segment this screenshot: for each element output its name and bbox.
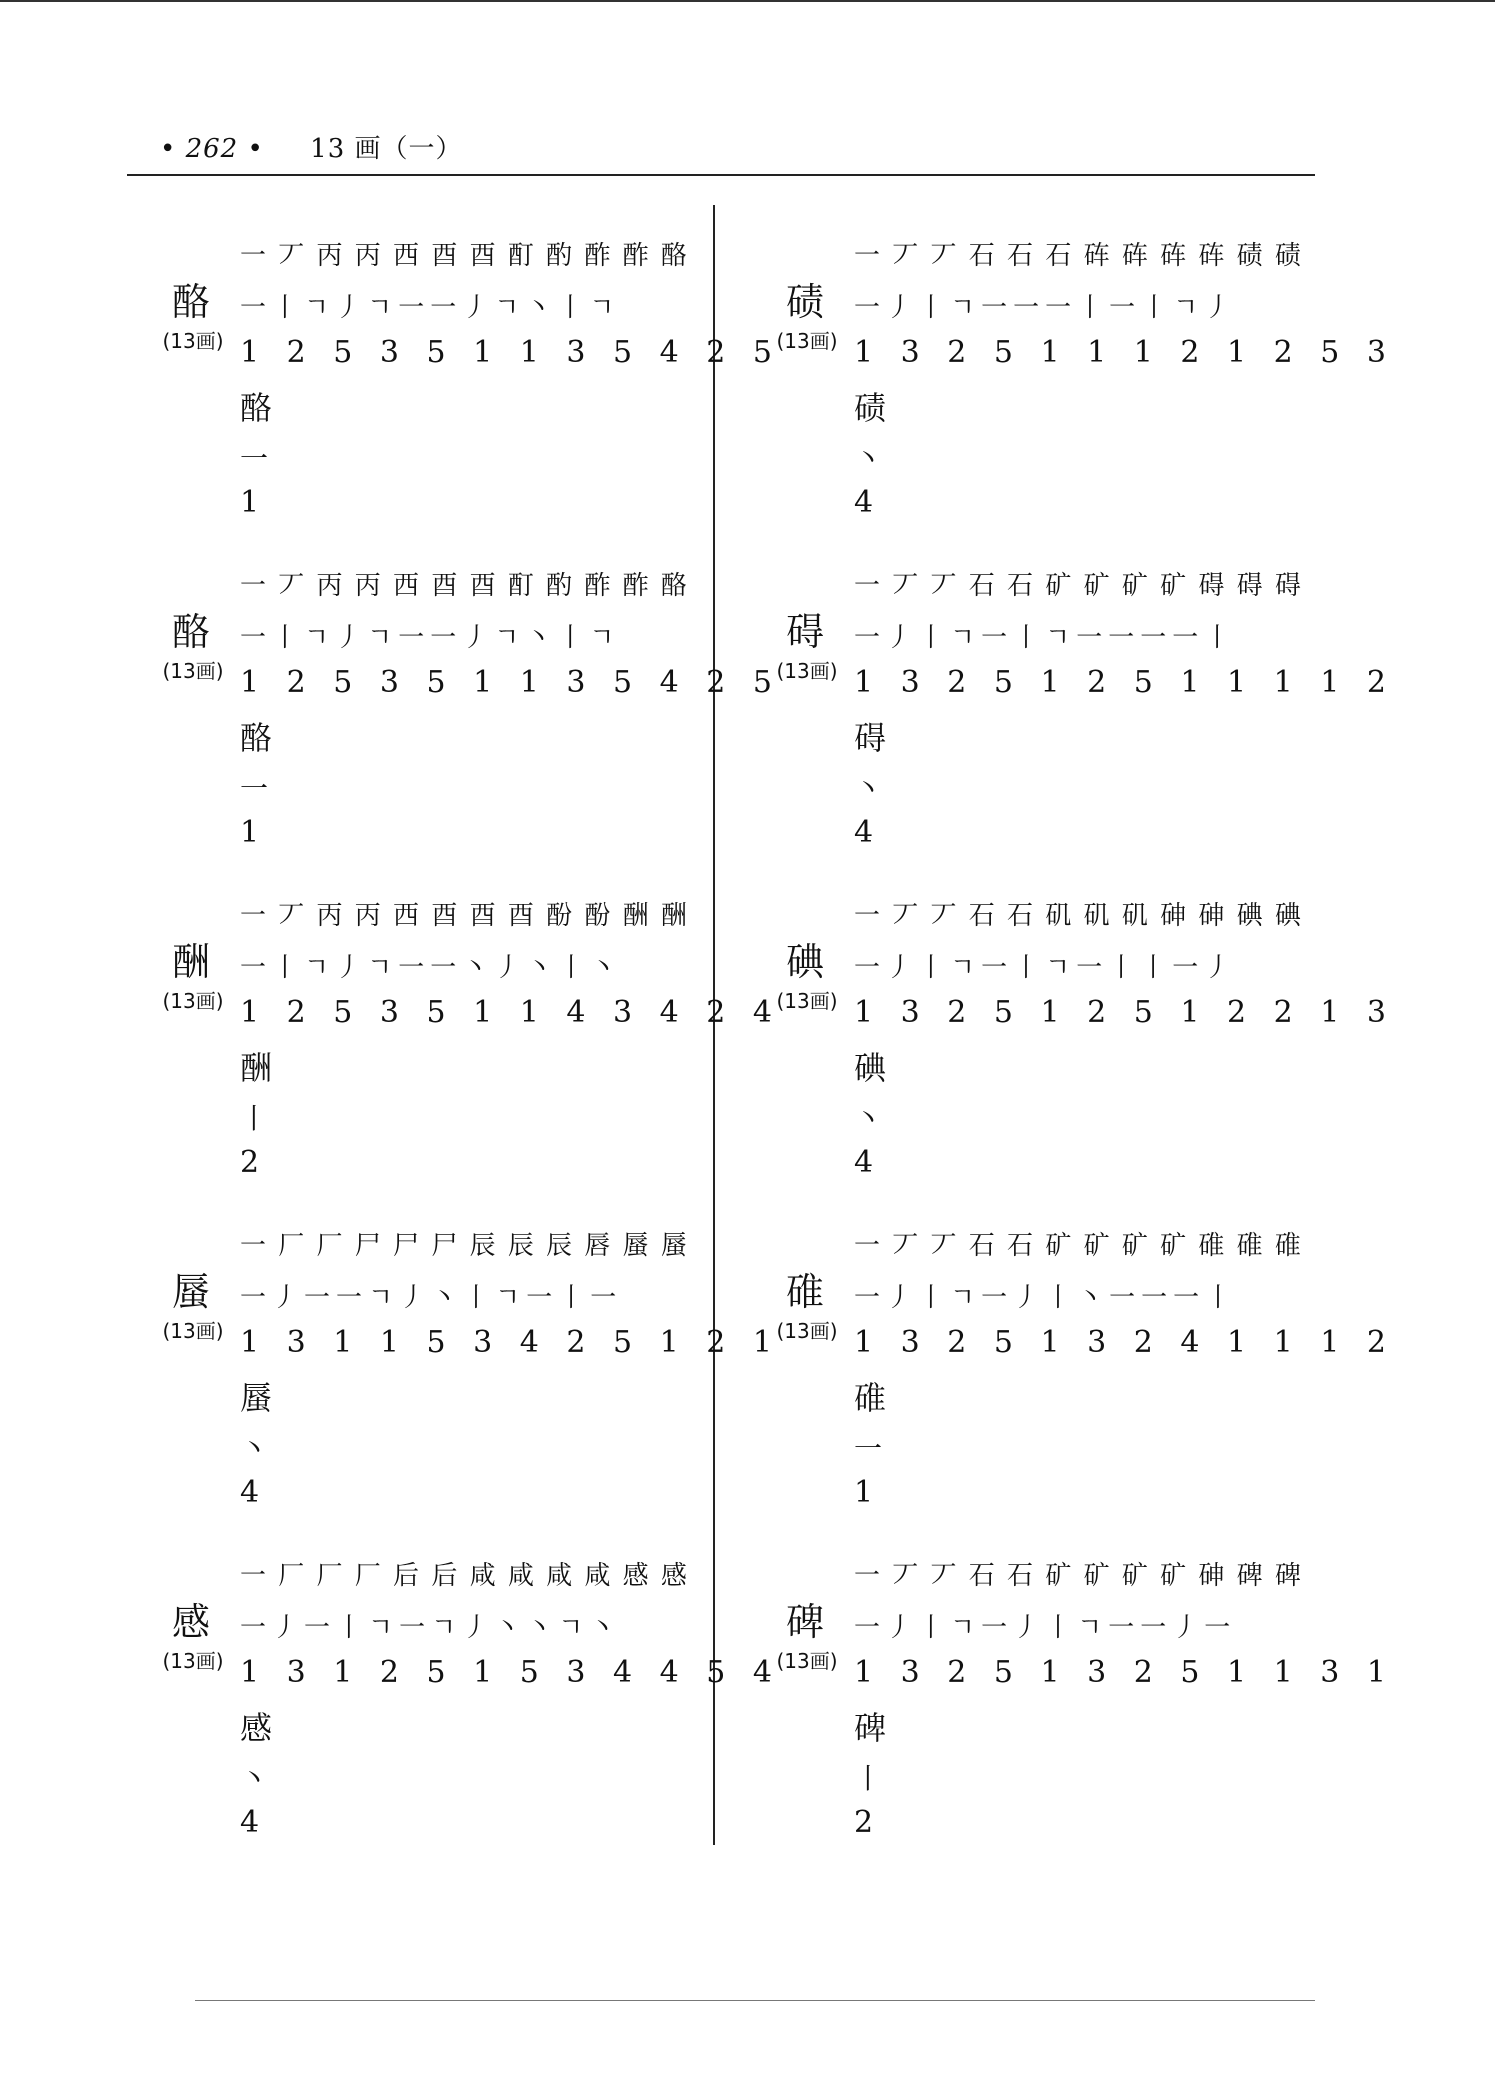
- entry-character: 感: [171, 1600, 210, 1644]
- entry-stroke-count: (13画): [776, 1649, 838, 1673]
- stroke-numbers: 1 3 2 5 1 2 5 1 2 2 1 3: [854, 995, 1395, 1030]
- final-stroke: 一: [854, 1432, 883, 1465]
- entry-stroke-count: (13画): [776, 329, 838, 353]
- final-stroke-number: 4: [854, 815, 874, 850]
- entry-character: 碓: [785, 1270, 824, 1314]
- stroke-progression: 一 丆 丙 丙 西 酉 酉 酉 酚 酚 酬 酬: [240, 901, 689, 931]
- stroke-progression: 一 丆 丙 丙 西 酉 酉 酊 酌 酢 酢 酪: [240, 241, 689, 271]
- entry-stroke-count: (13画): [162, 1319, 224, 1343]
- final-character: 蜃: [240, 1379, 273, 1417]
- stroke-numbers: 1 2 5 3 5 1 1 3 5 4 2 5: [240, 335, 781, 370]
- final-character: 酪: [240, 719, 273, 757]
- final-stroke-number: 4: [854, 1145, 874, 1180]
- stroke-numbers: 1 3 2 5 1 3 2 4 1 1 1 2: [854, 1325, 1395, 1360]
- entry-stroke-count: (13画): [776, 659, 838, 683]
- stroke-progression: 一 丆 丆 石 石 矿 矿 矿 矿 碍 碍 碍: [854, 571, 1303, 601]
- final-character: 酪: [240, 389, 273, 427]
- final-character: 碓: [854, 1379, 887, 1417]
- final-stroke: 丨: [854, 1762, 883, 1795]
- top-border: [0, 0, 1495, 2]
- entry: [128, 865, 781, 1195]
- entry-stroke-count: (13画): [776, 1319, 838, 1343]
- final-stroke: 丶: [854, 442, 883, 475]
- final-stroke-number: 1: [240, 485, 260, 520]
- final-character: 碘: [854, 1049, 887, 1087]
- final-stroke-number: 1: [240, 815, 260, 850]
- entry-stroke-count: (13画): [162, 1649, 224, 1673]
- entry: [128, 1195, 781, 1525]
- section-title: 13 画（一）: [310, 134, 463, 164]
- stroke-numbers: 1 2 5 3 5 1 1 3 5 4 2 5: [240, 665, 781, 700]
- entry-character: 酪: [171, 280, 210, 324]
- stroke-progression: 一 丆 丆 石 石 石 砗 砗 砗 砗 碛 碛: [854, 241, 1303, 271]
- final-stroke-number: 4: [240, 1475, 260, 1510]
- entry: [742, 865, 1395, 1195]
- page-header: [160, 128, 463, 165]
- entry-stroke-count: (13画): [162, 659, 224, 683]
- entry-stroke-count: (13画): [776, 989, 838, 1013]
- final-stroke: 丶: [240, 1432, 269, 1465]
- stroke-numbers: 1 3 2 5 1 2 5 1 1 1 1 2: [854, 665, 1395, 700]
- stroke-shapes: 一丿一一ㄱ丿丶丨ㄱ一丨一: [240, 1283, 623, 1313]
- entry-character: 碛: [785, 280, 824, 324]
- stroke-numbers: 1 3 2 5 1 3 2 5 1 1 3 1: [854, 1655, 1395, 1690]
- stroke-progression: 一 丆 丙 丙 西 酉 酉 酊 酌 酢 酢 酪: [240, 571, 689, 601]
- final-character: 碍: [854, 719, 887, 757]
- entry-character: 酪: [171, 610, 210, 654]
- stroke-progression: 一 厂 厂 尸 尸 尸 辰 辰 辰 唇 蜃 蜃: [240, 1231, 689, 1261]
- bottom-rule: [195, 2000, 1315, 2001]
- final-stroke: 一: [240, 772, 269, 805]
- stroke-progression: 一 丆 丆 石 石 矶 矶 矶 砷 砷 碘 碘: [854, 901, 1303, 931]
- entry-character: 碑: [785, 1600, 824, 1644]
- stroke-shapes: 一丨ㄱ丿ㄱ一一丿ㄱ丶丨ㄱ: [240, 623, 621, 653]
- stroke-shapes: 一丿丨ㄱ一丨ㄱ一丨丨一丿: [854, 953, 1237, 983]
- final-stroke-number: 4: [240, 1805, 260, 1840]
- entry-character: 蜃: [171, 1270, 210, 1314]
- entry-character: 碍: [785, 610, 824, 654]
- final-stroke-number: 2: [240, 1145, 260, 1180]
- entry: [742, 1195, 1395, 1525]
- stroke-numbers: 1 2 5 3 5 1 1 4 3 4 2 4: [240, 995, 781, 1030]
- final-stroke: 一: [240, 442, 269, 475]
- stroke-shapes: 一丿丨ㄱ一丨ㄱ一一一一丨: [854, 623, 1237, 653]
- stroke-shapes: 一丨ㄱ丿ㄱ一一丶丿丶丨丶: [240, 953, 623, 983]
- final-stroke-number: 4: [854, 485, 874, 520]
- final-stroke-number: 1: [854, 1475, 874, 1510]
- entry-character: 碘: [785, 940, 824, 984]
- stroke-shapes: 一丨ㄱ丿ㄱ一一丿ㄱ丶丨ㄱ: [240, 293, 621, 323]
- stroke-shapes: 一丿丨ㄱ一一一丨一丨ㄱ丿: [854, 293, 1237, 323]
- final-stroke: 丶: [854, 1102, 883, 1135]
- final-stroke: 丶: [240, 1762, 269, 1795]
- header-rule: [127, 174, 1315, 176]
- stroke-numbers: 1 3 2 5 1 1 1 2 1 2 5 3: [854, 335, 1395, 370]
- entry-character: 酬: [171, 940, 210, 984]
- final-character: 碛: [854, 389, 887, 427]
- stroke-progression: 一 丆 丆 石 石 矿 矿 矿 矿 碓 碓 碓: [854, 1231, 1303, 1261]
- stroke-numbers: 1 3 1 1 5 3 4 2 5 1 2 1: [240, 1325, 781, 1360]
- final-stroke-number: 2: [854, 1805, 874, 1840]
- stroke-progression: 一 丆 丆 石 石 矿 矿 矿 矿 砷 碑 碑: [854, 1561, 1303, 1591]
- entry: [128, 535, 781, 865]
- final-character: 碑: [854, 1709, 887, 1747]
- stroke-shapes: 一丿丨ㄱ一丿丨ㄱ一一丿一: [854, 1613, 1237, 1643]
- entry: [742, 535, 1395, 865]
- page-number: • 262 •: [160, 134, 264, 164]
- final-stroke: 丨: [240, 1102, 269, 1135]
- final-character: 酬: [240, 1049, 273, 1087]
- stroke-progression: 一 厂 厂 厂 后 后 咸 咸 咸 咸 感 感: [240, 1561, 689, 1591]
- final-character: 感: [240, 1709, 273, 1747]
- entry: [128, 1525, 781, 1855]
- stroke-shapes: 一丿丨ㄱ一丿丨丶一一一丨: [854, 1283, 1238, 1313]
- stroke-numbers: 1 3 1 2 5 1 5 3 4 4 5 4: [240, 1655, 781, 1690]
- final-stroke: 丶: [854, 772, 883, 805]
- stroke-shapes: 一丿一丨ㄱ一ㄱ丿丶丶ㄱ丶: [240, 1613, 622, 1643]
- entry: [128, 205, 781, 535]
- entry-stroke-count: (13画): [162, 329, 224, 353]
- entry-stroke-count: (13画): [162, 989, 224, 1013]
- entry: [742, 1525, 1395, 1855]
- entry: [742, 205, 1395, 535]
